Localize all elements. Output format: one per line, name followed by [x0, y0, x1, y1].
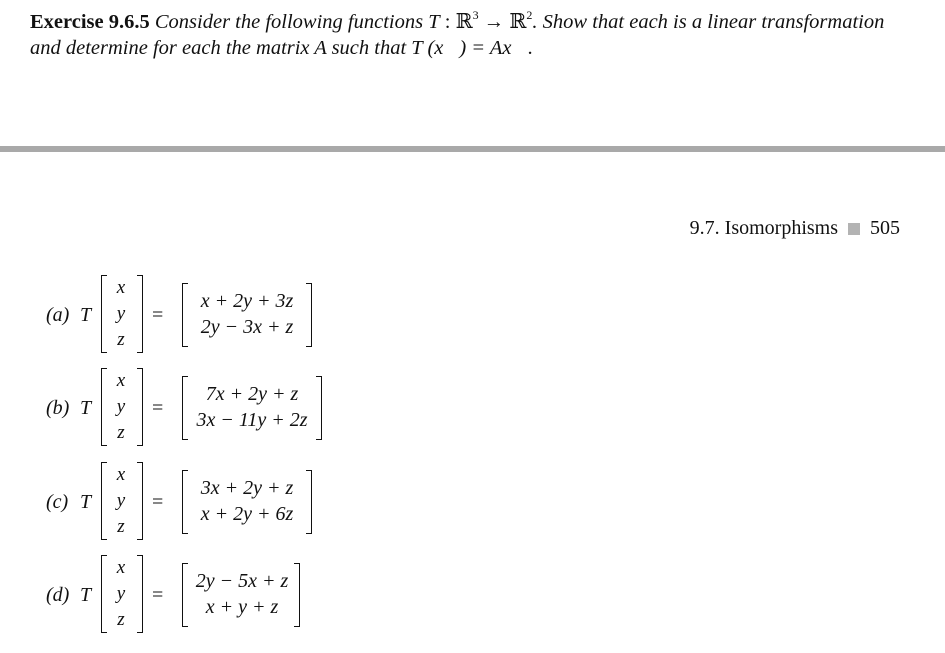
- transformation-symbol: T: [80, 491, 92, 513]
- input-z: z: [117, 609, 125, 630]
- output-row-2: 2y − 3x + z: [200, 316, 294, 338]
- input-z: z: [117, 329, 125, 350]
- exercise-number: Exercise 9.6.5: [30, 11, 150, 33]
- codomain-set: ℝ: [509, 11, 527, 33]
- page-divider: [0, 146, 945, 152]
- running-header: [690, 217, 900, 240]
- transformation-symbol: T: [80, 397, 92, 419]
- problem-label: (d): [46, 584, 70, 606]
- problem-c: [0, 462, 945, 544]
- input-y: y: [116, 303, 126, 324]
- output-right-bracket: [306, 470, 312, 534]
- transformation-symbol: T: [80, 584, 92, 606]
- output-right-bracket: [316, 376, 322, 440]
- equals-sign: =: [152, 304, 164, 326]
- maps-to-arrow: →: [478, 11, 510, 33]
- input-right-bracket: [137, 368, 143, 446]
- domain-dimension: 3: [472, 8, 479, 22]
- input-z: z: [117, 516, 125, 537]
- domain-set: ℝ: [455, 11, 473, 33]
- exercise-text-such-that: such that: [326, 37, 412, 59]
- header-square-icon: [848, 223, 860, 235]
- codomain-dimension: 2: [526, 8, 533, 22]
- input-y: y: [116, 490, 126, 511]
- output-row-1: 3x + 2y + z: [200, 477, 294, 499]
- output-vector: [182, 563, 300, 627]
- input-x: x: [116, 557, 126, 578]
- equals-sign: =: [152, 584, 164, 606]
- output-left-bracket: [182, 470, 188, 534]
- output-row-1: 7x + 2y + z: [205, 383, 299, 405]
- input-right-bracket: [137, 275, 143, 353]
- exercise-period: .: [527, 37, 533, 59]
- input-right-bracket: [137, 462, 143, 540]
- input-right-bracket: [137, 555, 143, 633]
- output-left-bracket: [182, 563, 188, 627]
- input-y: y: [116, 583, 126, 604]
- input-x: x: [116, 464, 126, 485]
- problem-label: (c): [46, 491, 69, 513]
- output-left-bracket: [182, 283, 188, 347]
- output-row-2: 3x − 11y + 2z: [196, 409, 308, 431]
- transformation-symbol: T: [80, 304, 92, 326]
- section-title: 9.7. Isomorphisms: [689, 217, 838, 239]
- output-right-bracket: [306, 283, 312, 347]
- problem-label: (a): [46, 304, 70, 326]
- function-symbol: T: [428, 11, 440, 33]
- output-vector: [182, 283, 312, 347]
- output-vector: [182, 470, 312, 534]
- output-row-1: 2y − 5x + z: [195, 570, 289, 592]
- problem-b: [0, 368, 945, 450]
- problem-label: (b): [46, 397, 70, 419]
- colon: :: [439, 11, 456, 33]
- output-right-bracket: [294, 563, 300, 627]
- equals-sign: =: [152, 491, 164, 513]
- equals-sign: =: [152, 397, 164, 419]
- page-number: 505: [870, 217, 900, 239]
- output-vector: [182, 376, 322, 440]
- matrix-symbol: A: [314, 37, 327, 59]
- output-row-2: x + y + z: [205, 596, 279, 618]
- exercise-statement: [30, 9, 920, 61]
- output-row-2: x + 2y + 6z: [200, 503, 294, 525]
- problem-a: [0, 275, 945, 357]
- input-y: y: [116, 396, 126, 417]
- defining-equation: T (x⃗) = Ax⃗: [411, 37, 528, 59]
- exercise-text-before: Consider the following functions: [154, 11, 429, 33]
- output-row-1: x + 2y + 3z: [200, 290, 294, 312]
- exercise-text-middle: . Show that each is a linear transformation and determine for each the matrix: [30, 11, 885, 59]
- output-left-bracket: [182, 376, 188, 440]
- input-x: x: [116, 277, 126, 298]
- input-x: x: [116, 370, 126, 391]
- problem-d: [0, 555, 945, 637]
- input-z: z: [117, 422, 125, 443]
